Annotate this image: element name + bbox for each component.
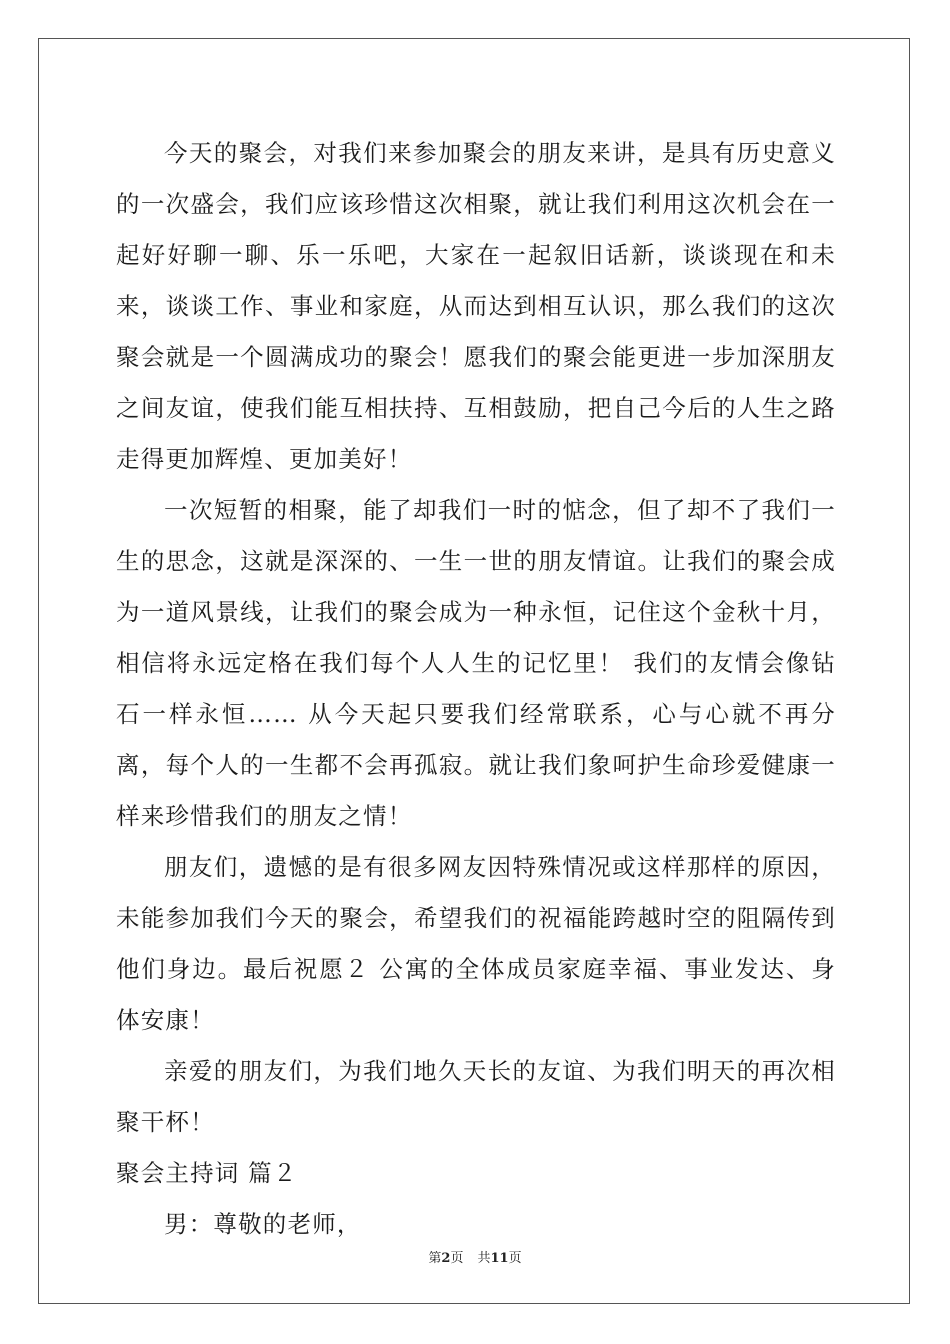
total-prefix: 共 <box>477 1251 491 1266</box>
paragraph-4: 亲爱的朋友们，为我们地久天长的友谊、为我们明天的再次相聚干杯！ <box>116 1057 836 1136</box>
total-pages: 11 <box>490 1251 509 1266</box>
page-footer <box>0 1247 950 1266</box>
document-body <box>116 128 836 1250</box>
page-prefix: 第 <box>428 1251 442 1266</box>
page-number: 2 <box>441 1251 451 1266</box>
total-suffix: 页 <box>508 1251 522 1266</box>
paragraph-1: 今天的聚会，对我们来参加聚会的朋友来讲，是具有历史意义的一次盛会，我们应该珍惜这次相聚，就让我们利用这次机会在一起好好聊一聊、乐一乐吧，大家在一起叙旧话新，谈谈现在和未来，谈谈工作、事业和家庭，从而达到相互认识，那么我们的这次聚会就是一个圆满成功的聚会！愿我们的聚会能更进一步加深朋友之间友谊，使我们能互相扶持、互相鼓励，把自己今后的人生之路走得更加辉煌、更加美好！ <box>116 139 836 473</box>
section-heading: 聚会主持词 篇２ <box>116 1159 298 1187</box>
paragraph-3: 朋友们，遗憾的是有很多网友因特殊情况或这样那样的原因，未能参加我们今天的聚会，希望我们的祝福能跨越时空的阻隔传到他们身边。最后祝愿２ 公寓的全体成员家庭幸福、事业发达、身体安康！ <box>116 853 836 1034</box>
page-suffix: 页 <box>450 1251 464 1266</box>
paragraph-5: 男：尊敬的老师， <box>164 1210 362 1238</box>
paragraph-2: 一次短暂的相聚，能了却我们一时的惦念，但了却不了我们一生的思念，这就是深深的、一生一世的朋友情谊。让我们的聚会成为一道风景线，让我们的聚会成为一种永恒，记住这个金秋十月，相信将永远定格在我们每个人人生的记忆里！ 我们的友情会像钻石一样永恒…… 从今天起只要我们经常联系，心与心就不再分离，每个人的一生都不会再孤寂。就让我们象呵护生命珍爱健康一样来珍惜我们的朋友之情！ <box>116 496 836 830</box>
